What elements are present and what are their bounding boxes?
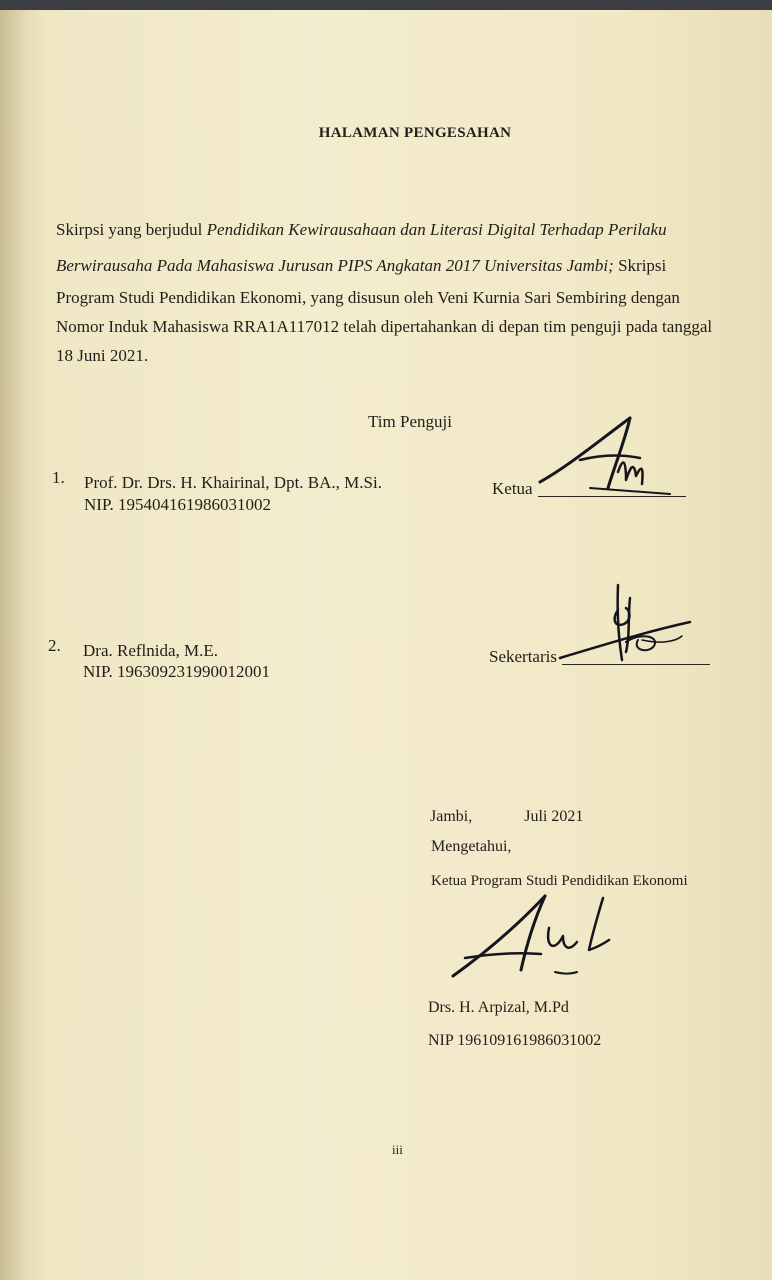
head-name: Drs. H. Arpizal, M.Pd [428,999,569,1016]
thesis-title-text: Berwirausaha Pada Mahasiswa Jurusan PIPS Angkatan 2017 Universitas Jambi; [56,256,614,275]
signature-icon [530,410,680,505]
examiner-role: Sekertaris [489,647,557,666]
paragraph-line-3: Program Studi Pendidikan Ekonomi, yang disusun oleh Veni Kurnia Sari Sembiring dengan [56,288,680,307]
examiner-role: Ketua [492,479,533,498]
examiner-nip: NIP. 195404161986031002 [84,495,272,514]
paragraph-line-2 [56,256,666,276]
page-number: iii [392,1142,403,1157]
examiner-name: Prof. Dr. Drs. H. Khairinal, Dpt. BA., M.Si. [84,473,382,492]
place-date: Jambi, Juli 2021 [430,808,584,825]
document-page [0,10,772,1280]
acknowledged-label: Mengetahui, [431,838,512,855]
examiner-number: 2. [48,636,61,655]
paragraph-text: Skripsi [613,256,667,275]
page-title: HALAMAN PENGESAHAN [318,125,512,141]
paragraph-line-1 [56,220,667,240]
examiner-number: 1. [52,468,65,487]
signature-icon [445,888,625,988]
thesis-title-text: Pendidikan Kewirausahaan dan Literasi Digital Terhadap Perilaku [206,220,667,239]
paragraph-text: Skirpsi yang berjudul [56,220,207,239]
head-position: Ketua Program Studi Pendidikan Ekonomi [431,873,688,889]
examiner-nip: NIP. 196309231990012001 [83,662,271,681]
paragraph-line-4: Nomor Induk Mahasiswa RRA1A117012 telah dipertahankan di depan tim penguji pada tanggal [56,317,713,336]
signature-icon [550,580,700,675]
head-nip: NIP 196109161986031002 [428,1032,602,1049]
examiner-name: Dra. Reflnida, M.E. [83,641,219,660]
committee-heading: Tim Penguji [368,412,452,431]
paragraph-line-5: 18 Juni 2021. [56,346,149,365]
